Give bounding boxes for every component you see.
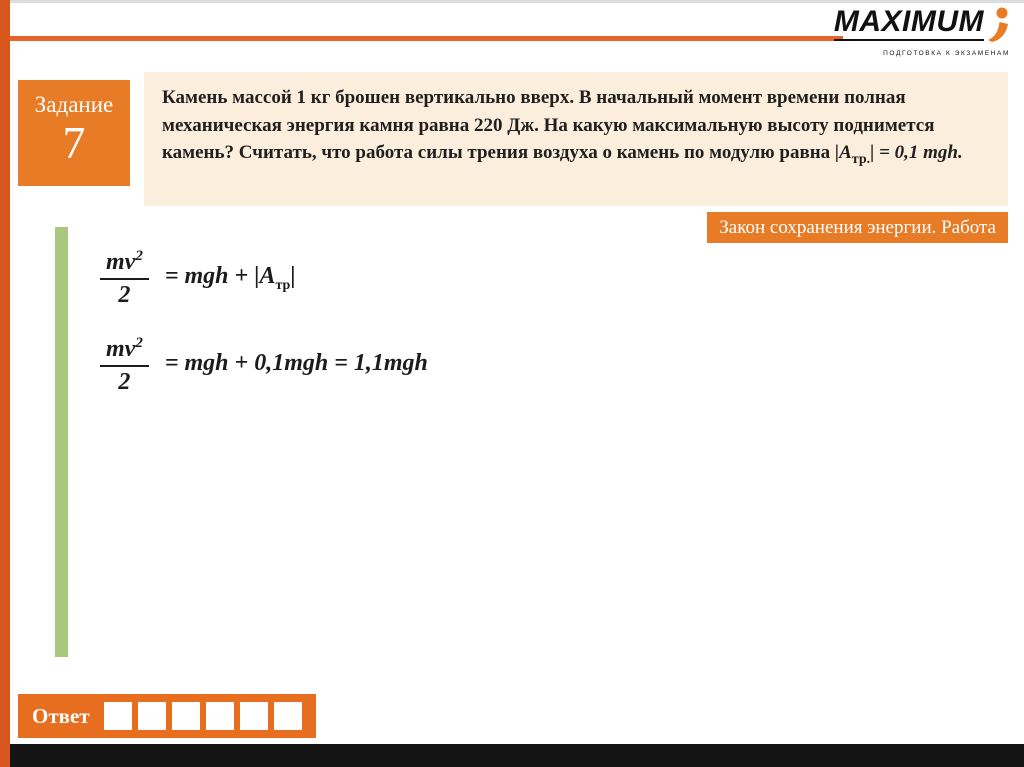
task-label: Задание xyxy=(34,92,114,117)
formula-rhs: = mgh + $|A_{тр}|$ xyxy=(158,263,296,293)
answer-bar xyxy=(18,694,316,738)
solution-formulas xyxy=(100,248,428,422)
formula-energy-expanded xyxy=(100,335,428,396)
fraction-numerator: $mv^2$ xyxy=(100,248,149,280)
formula-rhs: = mgh + 0,1mgh = 1,1mgh xyxy=(158,350,428,377)
fraction-denominator: 2 xyxy=(118,369,131,395)
topic-badge xyxy=(707,212,1008,243)
logo-mark-icon xyxy=(986,6,1010,47)
answer-cell[interactable] xyxy=(172,702,200,730)
answer-label: Ответ xyxy=(32,703,90,728)
fraction-denominator: 2 xyxy=(118,282,131,308)
top-hairline xyxy=(0,0,1024,3)
footer-bar xyxy=(10,744,1024,767)
answer-cells xyxy=(104,702,302,730)
task-number-box xyxy=(18,80,130,186)
task-text: Камень массой 1 кг брошен вертикально вверх. В начальный момент времени полная механическая энергия камня равна 220 Дж. На какую максимальную высоту поднимется камень? Считать, что работа силы трения воздуха о камень по модулю равна xyxy=(162,87,935,164)
answer-cell[interactable] xyxy=(240,702,268,730)
task-number: 7 xyxy=(62,117,86,168)
logo-text: MAXIMUM xyxy=(834,6,984,41)
left-accent-strip xyxy=(0,0,10,767)
topic-badge-label: Закон сохранения энергии. Работа xyxy=(719,216,996,238)
task-text-box xyxy=(144,72,1008,206)
logo-tagline: ПОДГОТОВКА К ЭКЗАМЕНАМ xyxy=(883,50,1010,57)
fraction xyxy=(100,248,149,309)
answer-cell[interactable] xyxy=(206,702,234,730)
header-accent-line xyxy=(10,36,843,41)
answer-cell[interactable] xyxy=(104,702,132,730)
fraction-numerator: $mv^2$ xyxy=(100,335,149,367)
logo xyxy=(834,6,1010,57)
solution-accent-bar xyxy=(55,227,68,657)
formula-energy-conservation xyxy=(100,248,428,309)
task-inline-formula: $|A_{тр.}| = 0,1$ mgh. xyxy=(834,142,963,167)
answer-cell[interactable] xyxy=(274,702,302,730)
answer-cell[interactable] xyxy=(138,702,166,730)
fraction xyxy=(100,335,149,396)
